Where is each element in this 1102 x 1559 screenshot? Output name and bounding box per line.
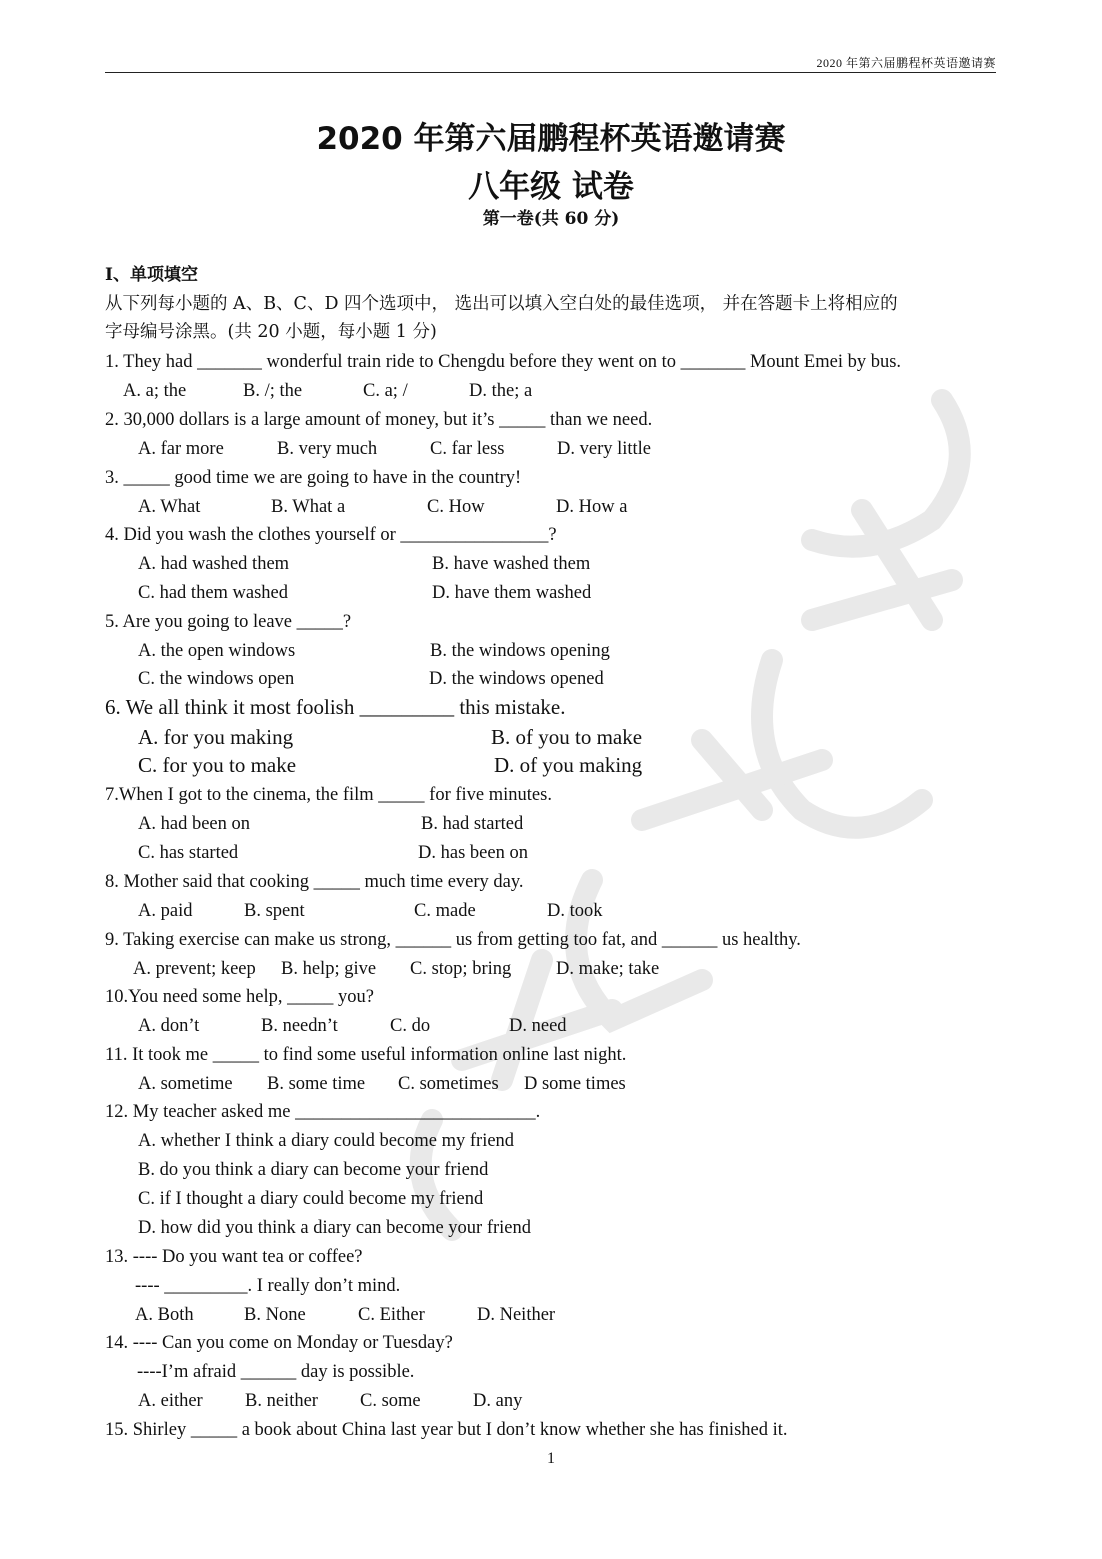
question-13-option-b: B. None [244,1305,306,1325]
question-2-option-b: B. very much [277,439,378,459]
question-5-stem: 5. Are you going to leave _____? [105,612,352,632]
question-1-option-d: D. the; a [469,381,533,401]
question-6-option-a: A. for you making [138,725,294,749]
question-13-option-c: C. Either [358,1305,425,1325]
question-7-stem: 7.When I got to the cinema, the film _____ for five minutes. [105,785,552,805]
question-14-option-a: A. either [138,1391,203,1411]
section-heading: I、单项填空 [105,265,198,285]
question-5-option-d: D. the windows opened [429,669,604,689]
question-3-option-b: B. What a [271,497,346,517]
question-13-response: ---- _________. I really don’t mind. [135,1276,401,1296]
question-12-stem: 12. My teacher asked me __________________________. [105,1102,541,1122]
question-7-option-a: A. had been on [138,814,250,834]
question-14-option-b: B. neither [245,1391,318,1411]
question-7-option-c: C. has started [138,843,239,863]
question-4-option-a: A. had washed them [138,554,290,574]
question-10-option-a: A. don’t [138,1016,200,1036]
question-12-option-b: B. do you think a diary can become your friend [138,1160,489,1180]
question-14-response: ----I’m afraid ______ day is possible. [137,1362,415,1382]
exam-subtitle: 八年级 试卷 [468,169,634,205]
question-8-stem: 8. Mother said that cooking _____ much time every day. [105,872,524,892]
question-9-option-a: A. prevent; keep [133,959,256,979]
question-7-option-b: B. had started [421,814,524,834]
question-9-option-b: B. help; give [281,959,377,979]
question-11-option-a: A. sometime [138,1074,233,1094]
question-5-option-b: B. the windows opening [430,641,610,661]
question-10-option-c: C. do [390,1016,431,1036]
question-11-option-b: B. some time [267,1074,366,1094]
exam-title: 2020 年第六届鹏程杯英语邀请赛 [316,121,786,157]
question-6-stem: 6. We all think it most foolish _________ this mistake. [105,695,566,719]
question-2-stem: 2. 30,000 dollars is a large amount of money, but it’s _____ than we need. [105,410,653,430]
question-3-option-a: A. What [138,497,201,517]
question-9-option-d: D. make; take [556,959,660,979]
question-11-option-c: C. sometimes [398,1074,499,1094]
question-6-option-d: D. of you making [494,753,643,777]
question-2-option-d: D. very little [557,439,652,459]
part-heading: 第一卷(共 60 分) [482,209,620,229]
question-4-option-b: B. have washed them [432,554,591,574]
question-13-option-d: D. Neither [477,1305,556,1325]
question-8-option-a: A. paid [138,901,193,921]
section-instructions-line-2: 字母编号涂黑。(共 20 小题，每小题 1 分) [105,322,437,342]
question-8-option-d: D. took [547,901,603,921]
question-4-option-c: C. had them washed [138,583,289,603]
question-14-option-c: C. some [360,1391,421,1411]
question-8-option-b: B. spent [244,901,305,921]
question-9-option-c: C. stop; bring [410,959,512,979]
question-10-option-d: D. need [509,1016,567,1036]
question-12-option-a: A. whether I think a diary could become my friend [138,1131,515,1151]
question-6-option-b: B. of you to make [491,725,643,749]
header-rule [105,72,996,73]
question-14-option-d: D. any [473,1391,523,1411]
question-11-option-d: D some times [524,1074,626,1094]
question-1-option-a: A. a; the [123,381,187,401]
question-4-stem: 4. Did you wash the clothes yourself or ________________? [105,525,557,545]
question-13-stem: 13. ---- Do you want tea or coffee? [105,1247,363,1267]
page-number: 1 [547,1450,555,1467]
question-15-stem: 15. Shirley _____ a book about China last year but I don’t know whether she has finished it. [105,1420,788,1440]
question-7-option-d: D. has been on [418,843,528,863]
question-3-option-d: D. How a [556,497,628,517]
question-2-option-a: A. far more [138,439,224,459]
question-14-stem: 14. ---- Can you come on Monday or Tuesday? [105,1333,453,1353]
question-8-option-c: C. made [414,901,476,921]
question-3-stem: 3. _____ good time we are going to have in the country! [105,468,522,488]
question-4-option-d: D. have them washed [432,583,592,603]
question-6-option-c: C. for you to make [138,753,297,777]
question-2-option-c: C. far less [430,439,505,459]
question-11-stem: 11. It took me _____ to find some useful information online last night. [105,1045,627,1065]
question-13-option-a: A. Both [135,1305,194,1325]
question-10-stem: 10.You need some help, _____ you? [105,987,374,1007]
question-5-option-c: C. the windows open [138,669,295,689]
question-1-option-b: B. /; the [243,381,303,401]
section-instructions-line-1: 从下列每小题的 A、B、C、D 四个选项中， 选出可以填入空白处的最佳选项， 并在答题卡上将相应的 [105,294,898,314]
question-3-option-c: C. How [427,497,485,517]
running-header: 2020 年第六届鹏程杯英语邀请赛 [816,56,996,70]
question-1-option-c: C. a; / [363,381,408,401]
question-10-option-b: B. needn’t [261,1016,338,1036]
question-1-stem: 1. They had _______ wonderful train ride to Chengdu before they went on to _______ Mount Emei by bus. [105,352,902,372]
question-5-option-a: A. the open windows [138,641,296,661]
question-12-option-d: D. how did you think a diary can become your friend [138,1218,532,1238]
question-9-stem: 9. Taking exercise can make us strong, ______ us from getting too fat, and ______ us healthy. [105,930,801,950]
question-12-option-c: C. if I thought a diary could become my friend [138,1189,484,1209]
